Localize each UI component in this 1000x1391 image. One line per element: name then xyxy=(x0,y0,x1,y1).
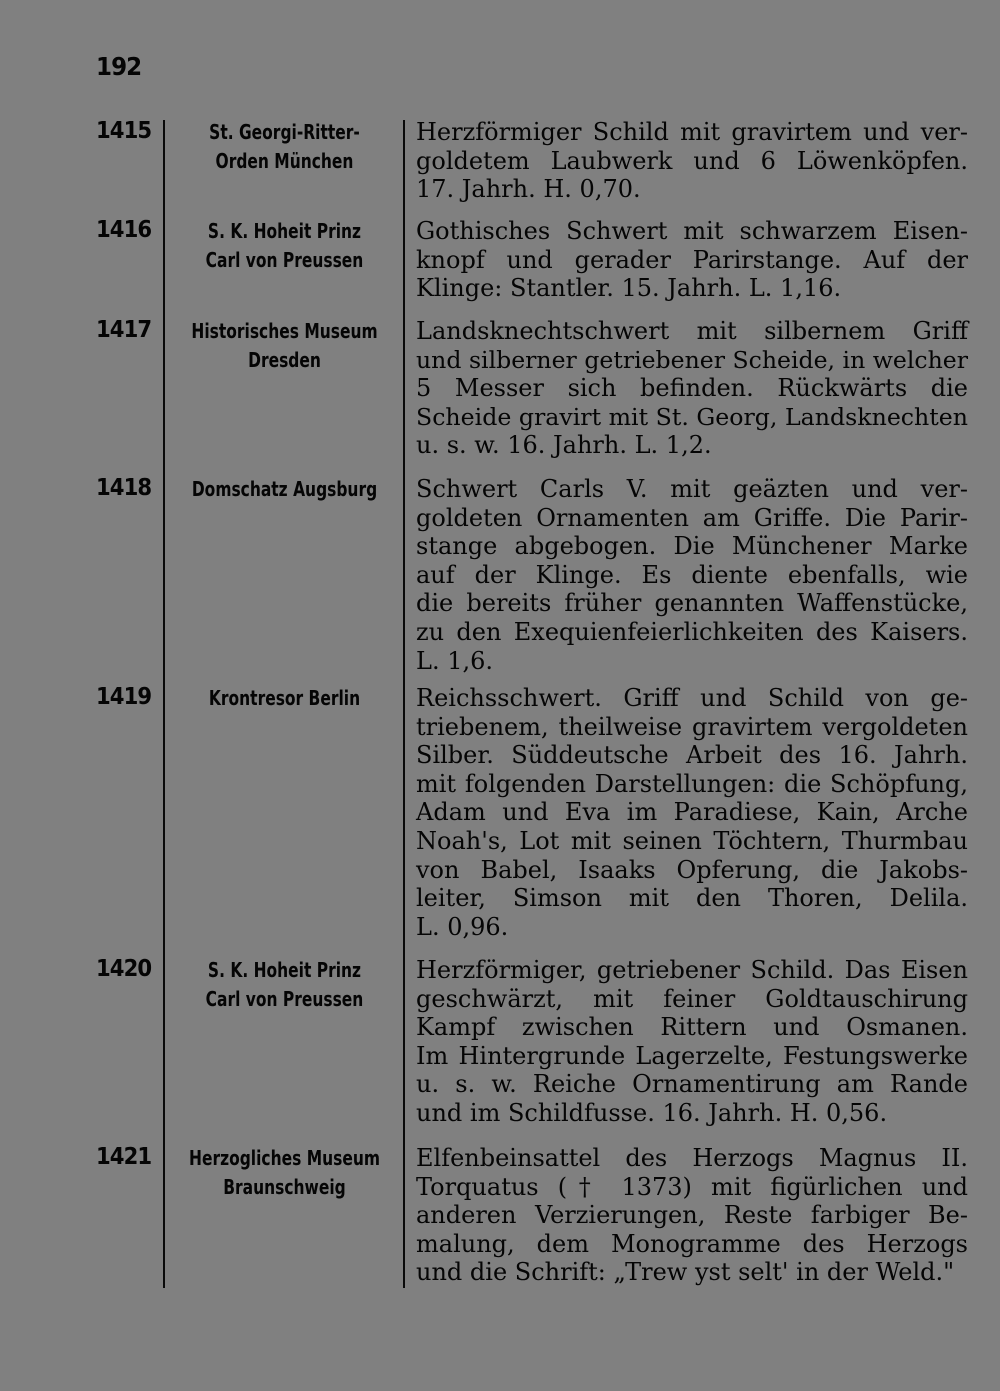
description-line: L. 0,96. xyxy=(416,912,509,941)
description-line: Scheide gravirt mit St. Georg, Landsknechten xyxy=(416,402,968,431)
description-line: auf der Klinge. Es diente ebenfalls, wie xyxy=(416,560,968,589)
description-line: Torquatus († 1373) mit figürlichen und xyxy=(416,1172,968,1201)
entry-description xyxy=(416,684,968,941)
entry-description xyxy=(416,956,968,1128)
description-line: Klinge: Stantler. 15. Jahrh. L. 1,16. xyxy=(416,274,842,303)
column-rule-right xyxy=(403,120,405,1288)
description-line: mit folgenden Darstellungen: die Schöpfung, xyxy=(416,769,968,798)
description-line: malung, dem Monogramme des Herzogs xyxy=(416,1229,968,1258)
entry-description xyxy=(416,317,968,460)
owner-line: Orden München xyxy=(215,149,354,173)
entry-number: 1420 xyxy=(96,956,152,982)
description-line: u. s. w. 16. Jahrh. L. 1,2. xyxy=(416,431,712,460)
entry-number: 1417 xyxy=(96,317,152,343)
description-line: stange abgebogen. Die Münchener Marke xyxy=(416,532,968,561)
entry-number: 1418 xyxy=(96,475,152,501)
entry-owner xyxy=(168,1144,401,1202)
description-line: 5 Messer sich befinden. Rückwärts die xyxy=(416,374,968,403)
page-number: 192 xyxy=(96,52,142,81)
entry-owner xyxy=(168,956,401,1014)
description-line: leiter, Simson mit den Thoren, Delila. xyxy=(416,884,968,913)
description-line: die bereits früher genannten Waffenstücke, xyxy=(416,589,968,618)
entry-number: 1421 xyxy=(96,1144,152,1170)
description-line: geschwärzt, mit feiner Goldtauschirung xyxy=(416,984,968,1013)
description-line: Silber. Süddeutsche Arbeit des 16. Jahrh. xyxy=(416,741,968,770)
description-line: Noah's, Lot mit seinen Töchtern, Thurmbau xyxy=(416,826,968,855)
description-line: triebenem, theilweise gravirtem vergoldeten xyxy=(416,712,968,741)
description-line: 17. Jahrh. H. 0,70. xyxy=(416,175,641,204)
description-line: goldetem Laubwerk und 6 Löwenköpfen. xyxy=(416,146,968,175)
entry-owner xyxy=(168,217,401,275)
description-line: Im Hintergrunde Lagerzelte, Festungswerke xyxy=(416,1041,968,1070)
description-line: anderen Verzierungen, Reste farbiger Be- xyxy=(416,1201,968,1230)
entry-owner xyxy=(168,118,401,176)
column-rule-left xyxy=(163,120,165,1288)
owner-line: Domschatz Augsburg xyxy=(191,477,378,501)
owner-line: Carl von Preussen xyxy=(205,248,364,272)
description-line: Herzförmiger, getriebener Schild. Das Eisen xyxy=(416,956,968,984)
owner-line: Krontresor Berlin xyxy=(208,686,361,710)
owner-line: Historisches Museum xyxy=(191,319,378,343)
owner-line: Braunschweig xyxy=(223,1175,346,1199)
description-line: und die Schrift: „Trew yst selt' in der Weld." xyxy=(416,1258,955,1287)
owner-line: S. K. Hoheit Prinz xyxy=(207,219,362,243)
description-line: u. s. w. Reiche Ornamentirung am Rande xyxy=(416,1070,968,1099)
owner-line: S. K. Hoheit Prinz xyxy=(207,958,362,982)
description-line: und im Schildfusse. 16. Jahrh. H. 0,56. xyxy=(416,1098,888,1127)
description-line: Herzförmiger Schild mit gravirtem und ver- xyxy=(416,118,968,146)
description-line: Gothisches Schwert mit schwarzem Eisen- xyxy=(416,217,968,245)
description-line: Schwert Carls V. mit geäzten und ver- xyxy=(416,475,968,503)
owner-line: St. Georgi-Ritter- xyxy=(209,120,360,144)
description-line: von Babel, Isaaks Opferung, die Jakobs- xyxy=(416,855,968,884)
owner-line: Carl von Preussen xyxy=(205,987,364,1011)
entry-description xyxy=(416,217,968,303)
entry-owner xyxy=(168,684,401,713)
owner-line: Dresden xyxy=(248,348,321,372)
description-line: Landsknechtschwert mit silbernem Griff xyxy=(416,317,968,345)
description-line: Adam und Eva im Paradiese, Kain, Arche xyxy=(416,798,968,827)
entry-number: 1419 xyxy=(96,684,152,710)
entry-owner xyxy=(168,475,401,504)
description-line: L. 1,6. xyxy=(416,646,493,675)
entry-owner xyxy=(168,317,401,375)
description-line: knopf und gerader Parirstange. Auf der xyxy=(416,245,968,274)
description-line: Kampf zwischen Rittern und Osmanen. xyxy=(416,1013,968,1042)
entry-number: 1415 xyxy=(96,118,152,144)
description-line: Reichsschwert. Griff und Schild von ge- xyxy=(416,684,968,712)
entry-number: 1416 xyxy=(96,217,152,243)
entry-description xyxy=(416,475,968,675)
entry-description xyxy=(416,1144,968,1287)
owner-line: Herzogliches Museum xyxy=(189,1146,380,1170)
description-line: und silberner getriebener Scheide, in welcher xyxy=(416,345,968,374)
description-line: Elfenbeinsattel des Herzogs Magnus II. xyxy=(416,1144,968,1172)
entry-description xyxy=(416,118,968,204)
description-line: zu den Exequienfeierlichkeiten des Kaisers. xyxy=(416,617,968,646)
description-line: goldeten Ornamenten am Griffe. Die Parir- xyxy=(416,503,968,532)
